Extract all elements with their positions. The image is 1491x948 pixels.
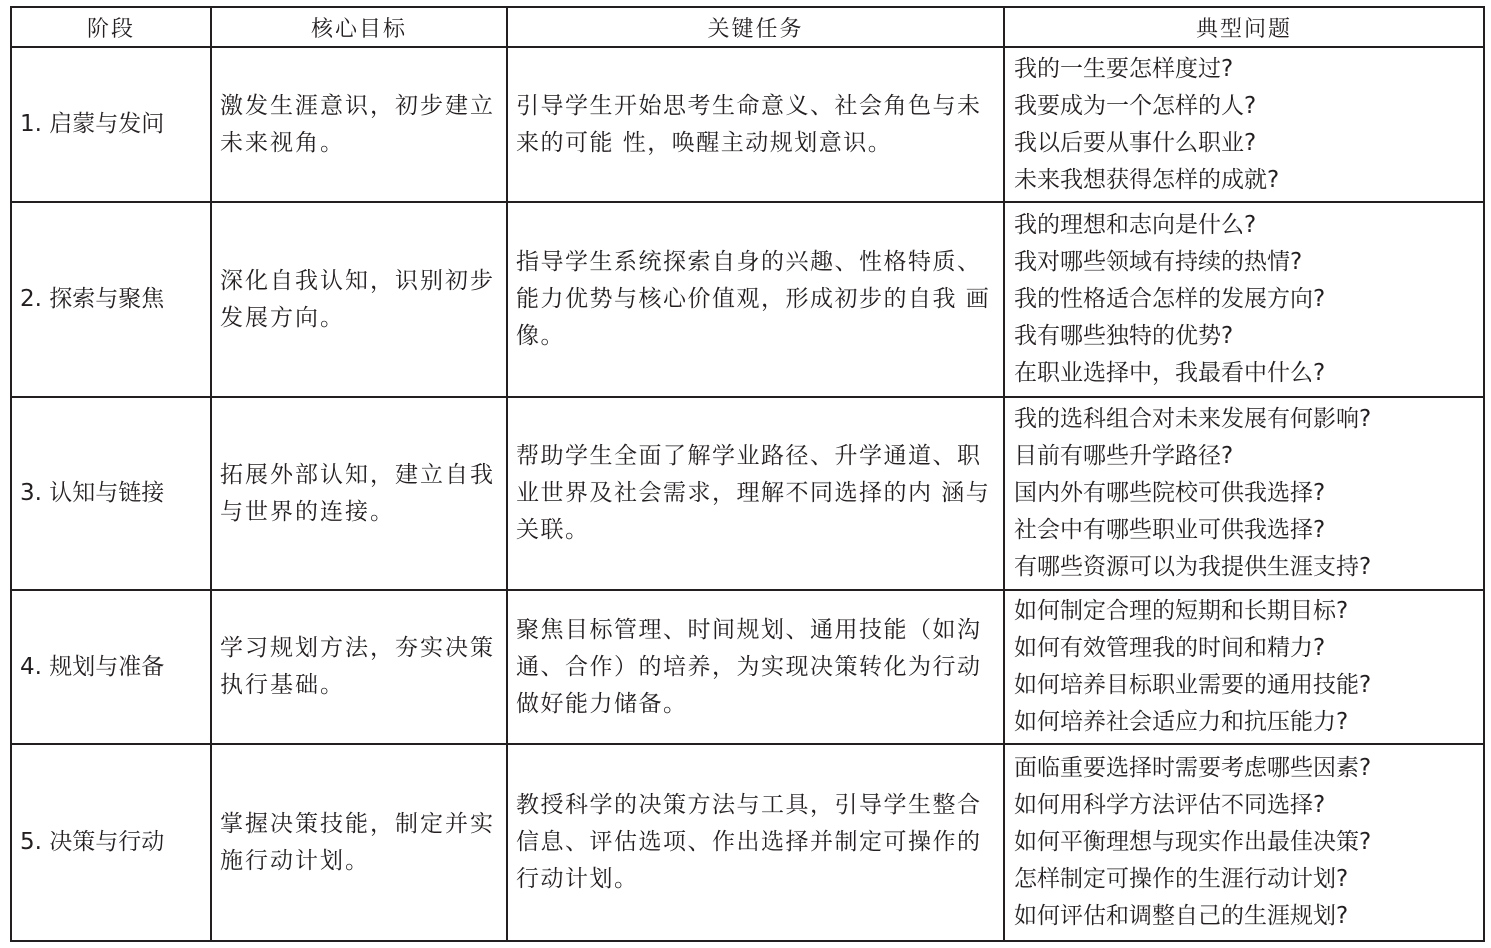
table-row	[11, 47, 1484, 202]
task-cell: 帮助学生全面了解学业路径、升学通道、职业世界及社会需求，理解不同选择的内 涵与关联。	[507, 397, 1004, 590]
question-item: 如何有效管理我的时间和精力?	[1014, 635, 1326, 661]
question-item: 如何制定合理的短期和长期目标?	[1014, 598, 1349, 624]
table-header-row	[11, 7, 1484, 47]
question-item: 我对哪些领域有持续的热情?	[1014, 249, 1303, 275]
question-item: 如何培养社会适应力和抗压能力?	[1014, 709, 1349, 735]
question-item: 在职业选择中，我最看中什么?	[1014, 360, 1326, 386]
questions-cell	[1004, 590, 1484, 744]
stage-cell: 2. 探索与聚焦	[11, 202, 211, 397]
question-item: 有哪些资源可以为我提供生涯支持?	[1014, 554, 1372, 580]
question-item: 未来我想获得怎样的成就?	[1014, 166, 1280, 193]
task-cell: 引导学生开始思考生命意义、社会角色与未来的可能 性，唤醒主动规划意识。	[507, 47, 1004, 202]
questions-cell	[1004, 47, 1484, 202]
question-item: 我的一生要怎样度过?	[1014, 55, 1234, 82]
questions-cell	[1004, 397, 1484, 590]
stage-cell: 4. 规划与准备	[11, 590, 211, 744]
header-stage: 阶段	[11, 7, 211, 47]
question-item: 如何平衡理想与现实作出最佳决策?	[1014, 829, 1372, 855]
question-item: 我的性格适合怎样的发展方向?	[1014, 286, 1326, 312]
question-item: 怎样制定可操作的生涯行动计划?	[1014, 866, 1349, 892]
question-item: 我的理想和志向是什么?	[1014, 212, 1257, 238]
table-row	[11, 590, 1484, 744]
stage-cell: 3. 认知与链接	[11, 397, 211, 590]
question-item: 我以后要从事什么职业?	[1014, 129, 1257, 156]
question-item: 国内外有哪些院校可供我选择?	[1014, 480, 1326, 506]
task-cell: 教授科学的决策方法与工具，引导学生整合信息、评估选项、作出选择并制定可操作的行动计划。	[507, 744, 1004, 941]
question-item: 如何用科学方法评估不同选择?	[1014, 792, 1326, 818]
goal-cell: 深化自我认知，识别初步发展方向。	[211, 202, 507, 397]
question-item: 我要成为一个怎样的人?	[1014, 92, 1257, 119]
task-cell: 聚焦目标管理、时间规划、通用技能（如沟通、合作）的培养，为实现决策转化为行动做好能力储备。	[507, 590, 1004, 744]
task-cell: 指导学生系统探索自身的兴趣、性格特质、能力优势与核心价值观，形成初步的自我 画像。	[507, 202, 1004, 397]
question-item: 如何培养目标职业需要的通用技能?	[1014, 672, 1372, 698]
career-stages-table	[10, 6, 1485, 942]
questions-cell	[1004, 744, 1484, 941]
stage-cell: 5. 决策与行动	[11, 744, 211, 941]
header-core-goal: 核心目标	[211, 7, 507, 47]
header-typical-questions: 典型问题	[1004, 7, 1484, 47]
goal-cell: 学习规划方法，夯实决策执行基础。	[211, 590, 507, 744]
goal-cell: 激发生涯意识，初步建立未来视角。	[211, 47, 507, 202]
question-item: 面临重要选择时需要考虑哪些因素?	[1014, 755, 1372, 781]
question-item: 目前有哪些升学路径?	[1014, 443, 1234, 469]
question-item: 我有哪些独特的优势?	[1014, 323, 1234, 349]
question-item: 我的选科组合对未来发展有何影响?	[1014, 406, 1372, 432]
questions-cell	[1004, 202, 1484, 397]
stage-cell: 1. 启蒙与发问	[11, 47, 211, 202]
header-key-task: 关键任务	[507, 7, 1004, 47]
question-item: 如何评估和调整自己的生涯规划?	[1014, 903, 1349, 929]
table-row	[11, 744, 1484, 941]
goal-cell: 拓展外部认知，建立自我与世界的连接。	[211, 397, 507, 590]
career-stages-table-page	[10, 6, 1483, 940]
goal-cell: 掌握决策技能，制定并实施行动计划。	[211, 744, 507, 941]
table-row	[11, 397, 1484, 590]
question-item: 社会中有哪些职业可供我选择?	[1014, 517, 1326, 543]
table-row	[11, 202, 1484, 397]
